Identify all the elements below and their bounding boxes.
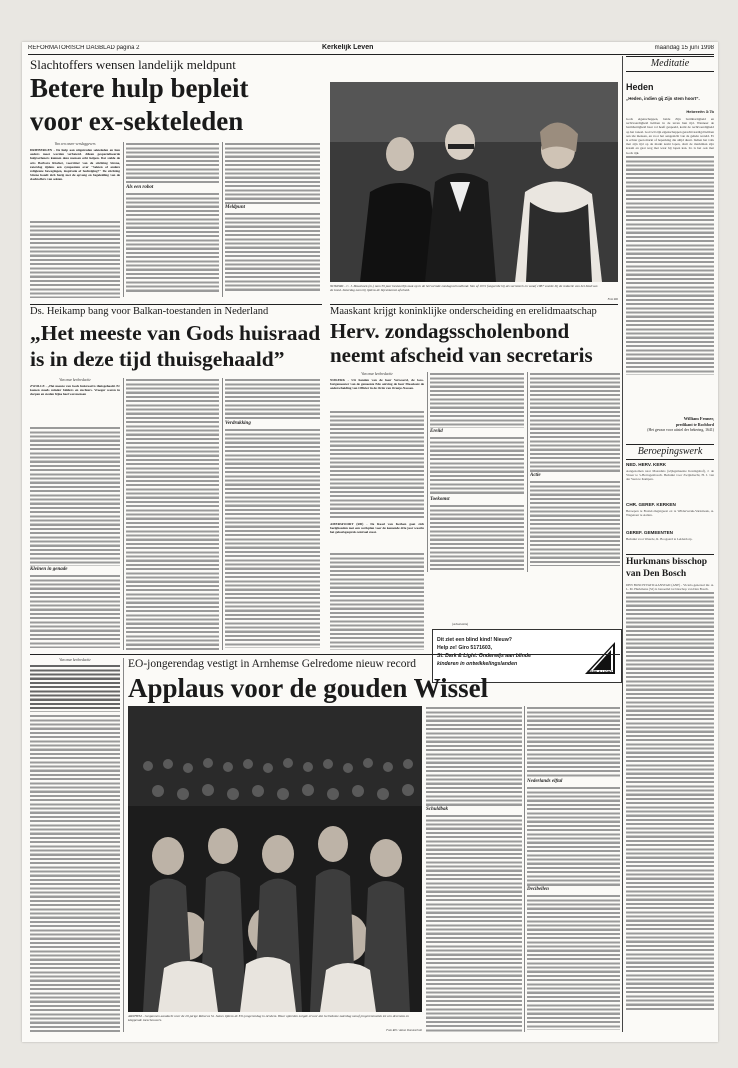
article1-byline: Van een onzer verslaggevers: [54, 142, 96, 146]
meditatie-author-source: (Het gevaar voor uitstel der bekering, 1641): [647, 428, 714, 432]
article2-col2-body: [430, 372, 524, 572]
meditatie-body-text: Gods eigenschappen, beide Zijn barmhartigheid en rechtvaardigheid hebben in de ieven hun tijd. Wanneer de barmhartigheid haar rol heeft gespeeld, komt de rechtvaardigheid op het toneel. God wil zijn eigenschappen gerechtvaardigd hebben aan ide mensen, en voor het aangezicht van de gehele wereld. Er is echter geen markt of beperking die altijd duurt. Indien het volk met zijn tijd op de markt komt lopen, sluit de marktman zijn kraam en gaat weg met waar hij lopen kan. Zo is het ook met Gods rijk.: [626, 117, 714, 155]
article2-top-rule: [330, 304, 618, 305]
geref-gemeenten-text: Bedankt voor Waarde, R. Boogaard te Leiderdorp.: [626, 537, 693, 541]
article3-headline-1: „Het meeste van Gods huisraad: [30, 321, 321, 345]
ad-logo: [583, 634, 617, 678]
article4-headline: Applaus voor de gouden Wissel: [128, 673, 489, 703]
article3-lead: ZWOLLE - „Het meeste van Gods huisraad is thuisgehaald. Er komen steeds minder bidders en zuchters. Vroeger waren in dorpen en steden bijna heel wat mensen: [30, 384, 120, 397]
meditatie-title: Meditatie: [650, 58, 690, 69]
article4-col0-lead: [30, 664, 120, 712]
article1-col2-body: [126, 142, 219, 298]
beroepingswerk-header: [626, 444, 714, 460]
article4-kicker: EO-jongerendag vestigt in Arnhemse Gelredome nieuw record: [128, 658, 417, 670]
article2-headline-1: Herv. zondagsscholenbond: [330, 319, 570, 343]
page-header-date: maandag 15 juni 1998: [654, 45, 714, 51]
article2-col1-tail: [330, 552, 424, 650]
heden-title: Heden: [626, 82, 654, 92]
article3-headline-2: is in deze tijd thuisgehaald”: [30, 347, 285, 371]
ned-herv-text: Aangenomen naar Maassluis (wijkgemeente Koningshof), J. de Visser te 's-Hertogenbosch. Bedankt voor Zwijndrecht, H. J. van der Veen te Kampen.: [626, 469, 714, 482]
article1-kicker: Slachtoffers wensen landelijk meldpunt: [30, 58, 236, 72]
photo1-credit: Foto RD: [607, 297, 618, 301]
article4-byline: Van onze kerkredactie: [59, 658, 91, 662]
article4-col3-body: [527, 706, 620, 1032]
photo2-credit: Foto RD / Anton Dommerholt: [386, 1028, 422, 1032]
article3-subhead-verdrukking: Verdrukking: [225, 421, 251, 426]
column-rule: [527, 372, 528, 572]
article1-subhead-meldpunt: Meldpunt: [225, 205, 246, 210]
ad-line-4: kinderen in ontwikkelingslanden: [437, 661, 518, 667]
article3-col1-body: [30, 426, 120, 650]
column-rule: [427, 372, 428, 572]
beroepingswerk-title: Beroepingswerk: [637, 446, 703, 457]
article1-col3-body: [225, 142, 320, 298]
meditatie-author-role: predikant te Rochford: [675, 422, 714, 427]
column-rule: [222, 142, 223, 297]
photo2-caption: ARNHEM - Gespannen aandacht voor de 20-jarige Rebecca St. James tijdens de EO-jongerendag in Arnhem. Haar optreden zorgde ervoor dat Gelredome zaterdag vanaf jongerenmuziek tot een decennia en klappende toeschouwers.: [128, 1014, 410, 1023]
article1-subhead-robot: Als een robot: [126, 185, 154, 190]
article4-col2-body: [426, 706, 522, 1032]
column-rule: [123, 378, 124, 650]
crowd-photo-illustration: [128, 706, 422, 1012]
hurkmans-title: Hurkmans bisschop van Den Bosch: [626, 557, 708, 579]
ad-line-1: Dit ziet een blind kind! Nieuw?: [437, 637, 512, 643]
article2-subhead-erelid: Ereiid: [430, 429, 443, 434]
article4-col0-body: [30, 714, 120, 1032]
column-rule: [524, 706, 525, 1032]
article2-byline: Van onze kerkredactie: [361, 372, 393, 376]
article3-byline: Van onze kerkredactie: [59, 378, 91, 382]
article2-dateline: AMERSFOORT (RD) - De Raad van Kerken gaat zich bezighouden met een werkplan voor de komende drie jaar waarin het geloofsgesprek centraal staat.: [330, 522, 424, 535]
photo1-caption: NIJKERK - C. J. Maashoek (m.) nam 39 jaar bestuurlijk taak op in de hervormde zondagsschoolbond. Van af 1972 fungeerde hij als secretaris en vanaf 1987 voerde hij de redactie van het blad van de bond. Zaterdag nam hij tijdens de bijeenkomst afscheid.: [330, 284, 598, 293]
header-rule: [28, 54, 714, 55]
column-rule: [123, 142, 124, 297]
article3-col2-body: [126, 378, 219, 650]
hurkmans-text: [626, 583, 714, 1032]
ad-label: (Advertentie): [452, 622, 469, 626]
article1-headline-2: voor ex-sekteleden: [30, 106, 244, 136]
meditatie-author: William Fenner,: [683, 416, 714, 421]
article4-subhead-decibellen: Decibellen: [527, 887, 549, 892]
meditatie-body: [626, 117, 714, 415]
photo-maashoek-ceremony: [330, 82, 618, 282]
article2-kicker: Maaskant krijgt koninklijke onderscheiding en erelidmaatschap: [330, 306, 597, 317]
article2-lead: NIJKERK - Uit handen van de heer Verwoerd, de loco-burgemeester van de gemeente Ede ontving de heer Maaskant de onderscheiding van Officier in de Orde van Oranje-Nassau.: [330, 378, 424, 391]
ad-line-3: St. Dark & Light. Onderwijs aan blinde: [437, 653, 531, 659]
article1-col1-body: [30, 220, 120, 298]
article4-top-rule: [30, 654, 620, 655]
article2-subhead-actie: Actie: [530, 473, 541, 478]
article4-subhead-nederlands: Nederlands elftal: [527, 779, 563, 784]
newspaper-page: [22, 42, 718, 1042]
ned-herv-heading: NED. HERV. KERK: [626, 462, 667, 467]
article2-headline-2: neemt afscheid van secretaris: [330, 343, 593, 367]
article3-top-rule: [30, 304, 322, 305]
article2-col1-body: [330, 410, 424, 520]
sidebar-rule: [622, 56, 623, 1032]
ad-line-2: Help ze! Giro 5171603,: [437, 645, 493, 651]
article1-lead: DRIEBERGEN - De hulp aan uitgetreden sekteleden en hun ouders moet worden verbeterd. Alleen gespecialiseerde hulpverleners kunnen deze mensen echt helpen. Dat stelde de arts Barbara Rischer, voorzitter van de stichting Sirene, zaterdag tijdens een symposium over "Sekten of andere religieuze bewegingen, inspiratie of bedreiging?" De stichting Sirene houdt zich bezig met de opvang en begeleiding van de slachtoffers van sekten.: [30, 148, 120, 182]
photo-eo-jongerendag-crowd: [128, 706, 422, 1012]
page-header-section: Kerkelijk Leven: [322, 44, 374, 51]
photo-people-illustration: [330, 82, 618, 282]
article3-kicker: Ds. Heikamp bang voor Balkan-toestanden in Nederland: [30, 306, 269, 317]
article2-col3-body: [530, 372, 620, 572]
meditatie-quote: „Heden, indien gij Zijn stem hoort”.: [626, 96, 700, 101]
hurkmans-rule: [626, 554, 714, 555]
column-rule: [123, 658, 124, 1032]
meditatie-header: [626, 56, 714, 72]
article1-headline-1: Betere hulp bepleit: [30, 73, 249, 103]
ad-logo-text: DARK & LIGHT: [587, 670, 613, 674]
article2-subhead-toekomst: Toekomst: [430, 497, 450, 502]
geref-gemeenten-heading: GEREF. GEMEENTEN: [626, 530, 673, 535]
article3-subhead-kleinen: Kleinen in genade: [30, 567, 68, 572]
chr-geref-heading: CHR. GEREF. KERKEN: [626, 502, 676, 507]
meditatie-reference: Hebreeën 3:7b: [686, 109, 714, 114]
column-rule: [222, 378, 223, 650]
article3-col3-body: [225, 378, 320, 650]
hurkmans-text-lead: DEN BOSCH/VATICAANSTAD (ANP) - Vicaris-generaal mr. A. L. M. Hurkmans (52) is benoemd tot bisschop van Den Bosch.: [626, 583, 714, 592]
chr-geref-text: Beroepen te Boxtel-Oegstgeest ex te Wilderveruk-Varnsbeek, A. Wagenaar te Aalten.: [626, 509, 714, 518]
article4-subhead-schuldbak: Schuldbak: [426, 807, 448, 812]
page-header-left: REFORMATORISCH DAGBLAD pagina 2: [28, 45, 140, 51]
